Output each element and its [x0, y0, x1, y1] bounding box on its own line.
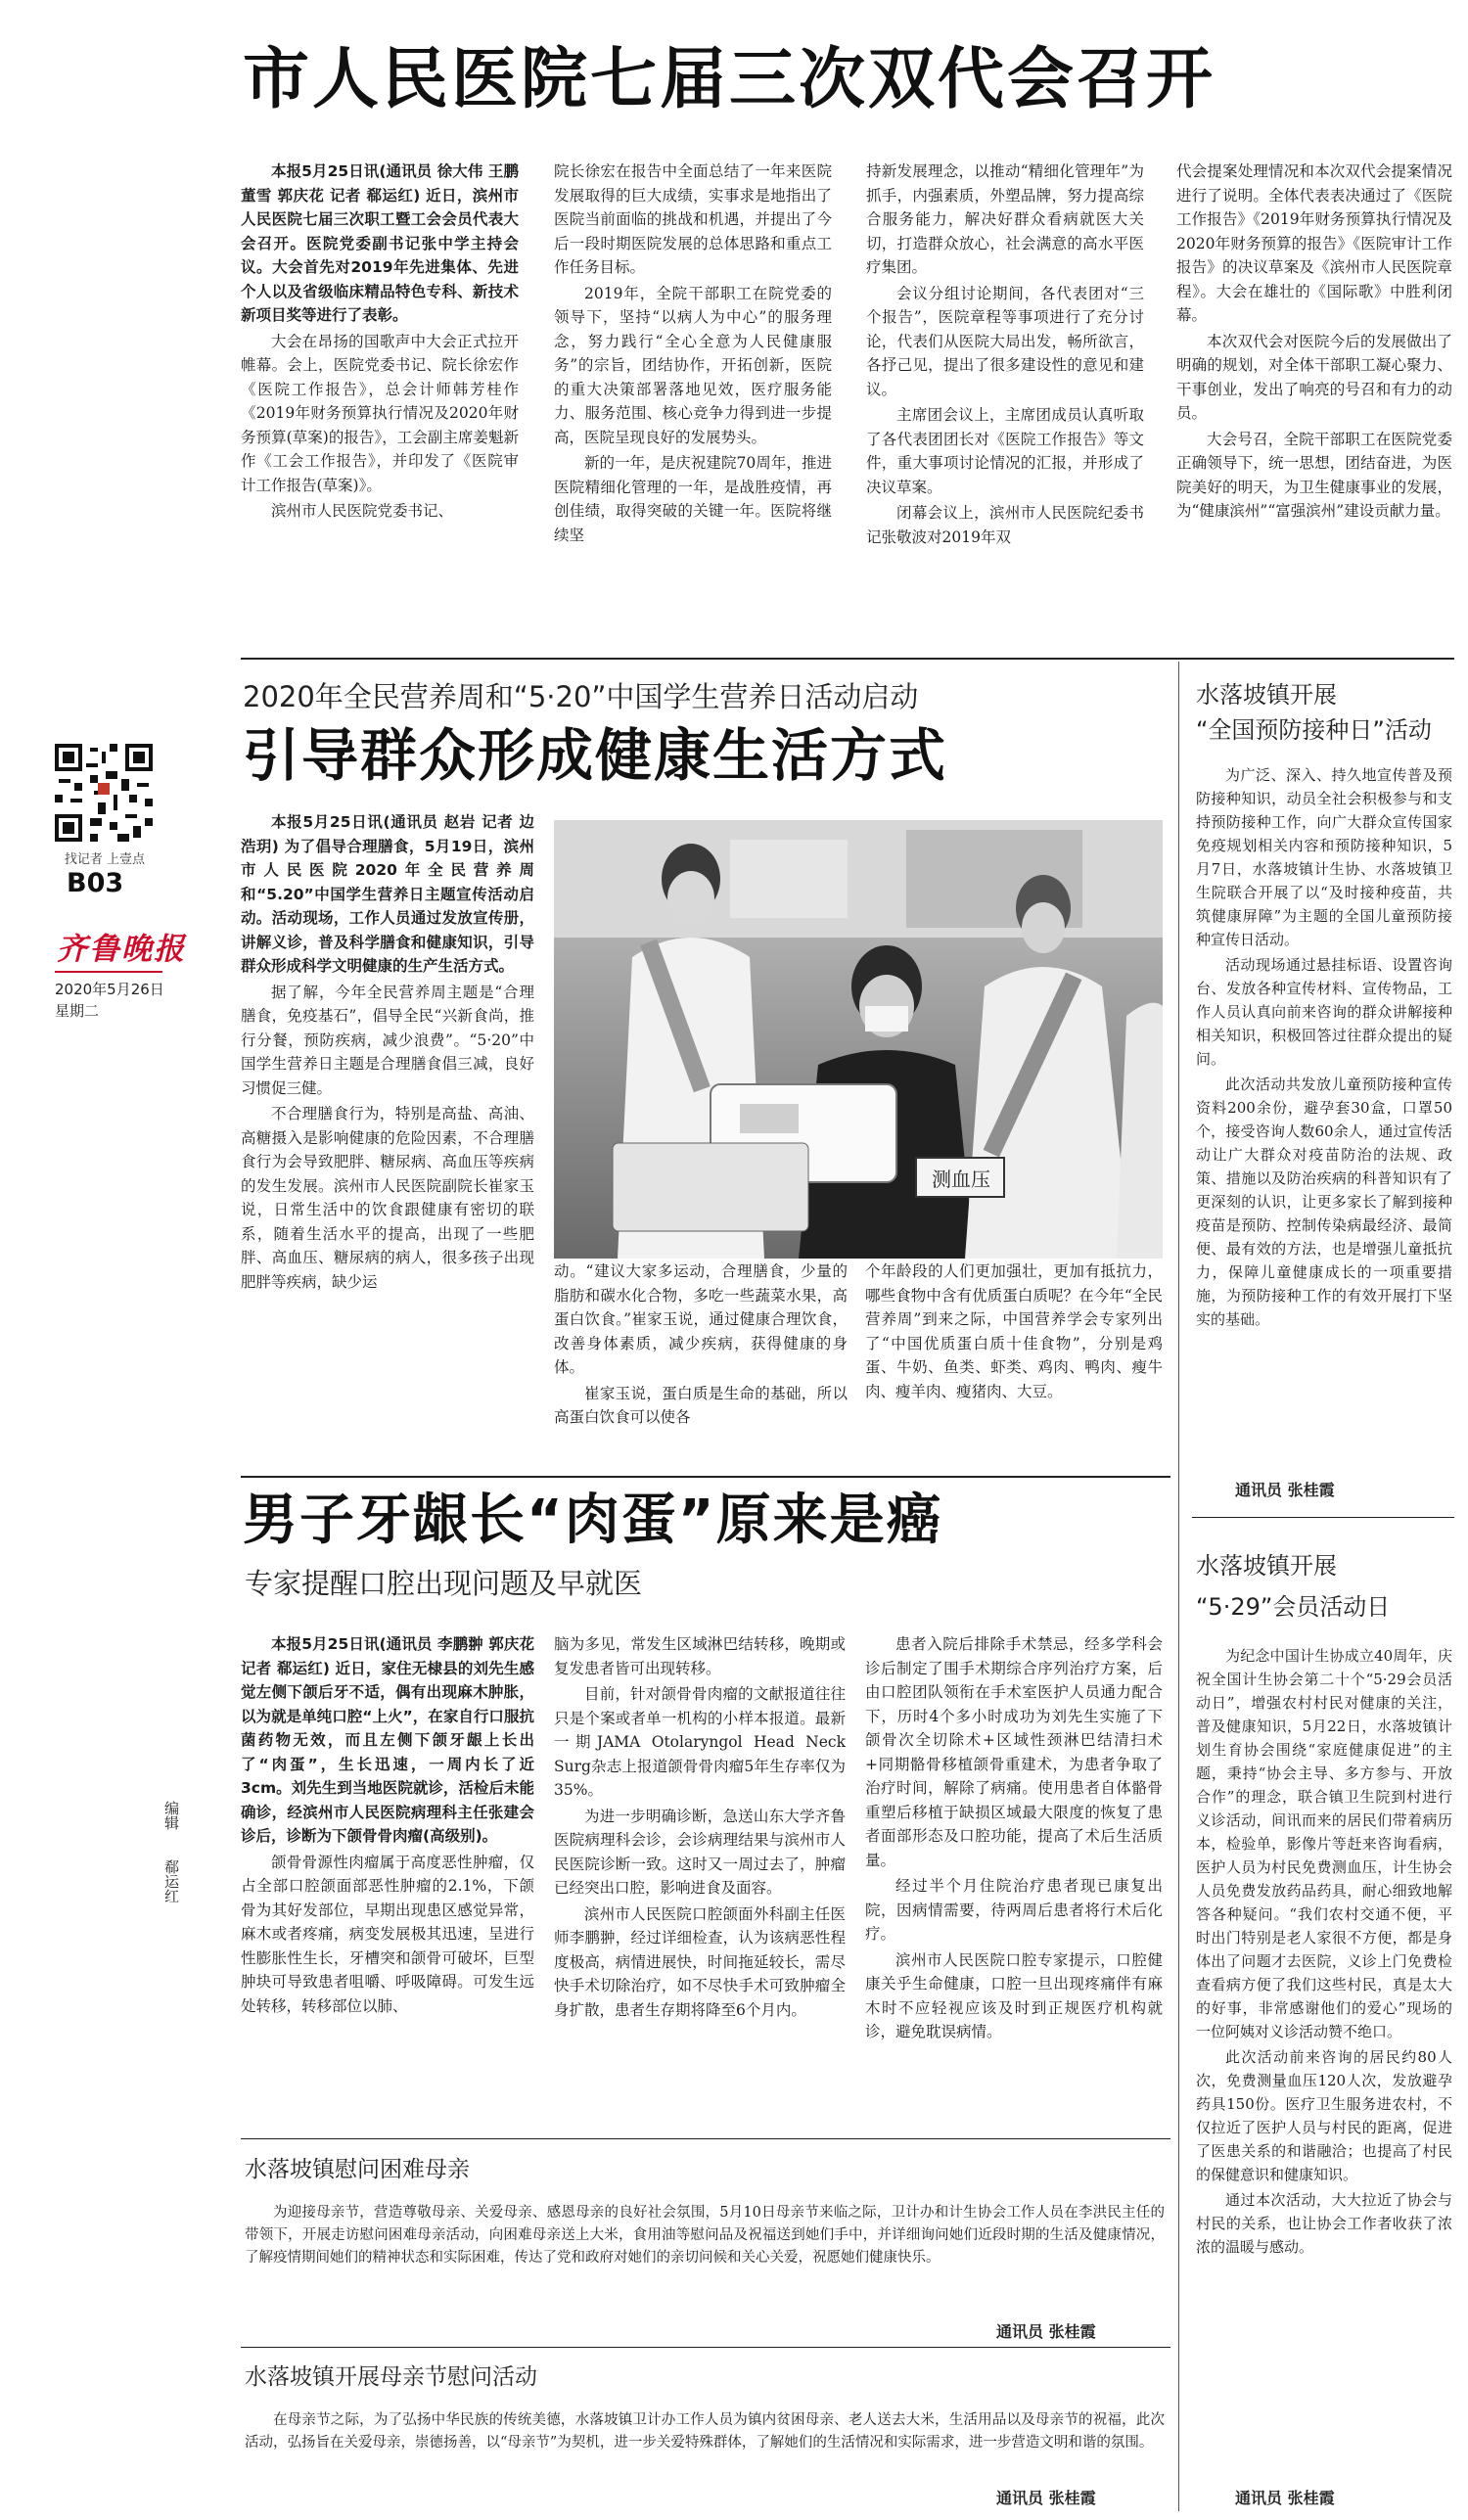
paper-name: 齐鲁晚报 [57, 932, 186, 967]
article1-paragraph: 大会在昂扬的国歌声中大会正式拉开帷幕。会上，医院党委书记、院长徐宏作《医院工作报告》，总会计师韩芳桂作《2019年财务预算执行情况及2020年财务预算(草案)的报告》，工会副主席姜魁新作《工会工作报告》，并印发了《医院审计工作报告(草案)》。 [241, 332, 519, 494]
article3-subhead: 专家提醒口腔出现问题及早就医 [245, 1567, 643, 1600]
brief1-paragraph: 为迎接母亲节，营造尊敬母亲、关爱母亲、感恩母亲的良好社会氛围，5月10日母亲节来临之际，卫计办和计生协会工作人员在李洪民主任的带领下，开展走访慰问困难母亲活动，向困难母亲送上大米，食用油等慰问品及祝福送到她们手中，并详细询问她们近段时期的生活及健康情况，了解疫情期间她们的精神状态和实际困难，传达了党和政府对她们的亲切问候和关心关爱，祝愿她们健康快乐。 [245, 2205, 1165, 2266]
article3-paragraph: 滨州市人民医院口腔专家提示，口腔健康关乎生命健康，口腔一旦出现疼痛伴有麻木时不应轻视应该及时到正规医疗机构就诊，避免耽误病情。 [865, 1950, 1163, 2040]
article1-column-4 [1176, 160, 1452, 526]
side1-paragraph: 为广泛、深入、持久地宣传普及预防接种知识，动员全社会积极参与和支持预防接种工作，向广大群众宣传国家免疫规划相关内容和预防接种知识，5月7日，水落坡镇计生协、水落坡镇卫生院联合开展了以“及时接种疫苗，共筑健康屏障”为主题的全国儿童预防接种宣传日活动。 [1196, 766, 1452, 948]
article1-paragraph: 滨州市人民医院党委书记、 [271, 502, 454, 520]
page-number: B03 [67, 868, 124, 898]
article2-paragraph: 不合理膳食行为，特别是高盐、高油、高糖摄入是影响健康的危险因素，不合理膳食行为会导致肥胖、糖尿病、高血压等疾病的发生发展。滨州市人民医院副院长崔家玉说，日常生活中的饮食跟健康有密切的联系，随着生活水平的提高，出现了一些肥胖、高血压、糖尿病的病人，很多孩子出现肥胖等疾病，缺少运 [241, 1105, 534, 1291]
article2-paragraph: 崔家玉说，蛋白质是生命的基础，所以高蛋白饮食可以使各 [554, 1384, 848, 1426]
article2-paragraph: 动。“建议大家多运动，合理膳食，少量的脂肪和碳水化合物，多吃一些蔬菜水果，高蛋白饮食。”崔家玉说，通过健康合理饮食，改善身体素质，减少疾病，获得健康的身体。 [554, 1262, 848, 1376]
side1-title: 水落坡镇开展 [1196, 681, 1337, 709]
issue-date: 2020年5月26日 [55, 981, 164, 998]
qr-code [55, 744, 153, 842]
side2-paragraph: 通过本次活动，大大拉近了协会与村民的关系，也让协会工作者收获了浓浓的温暖与感动。 [1196, 2191, 1452, 2256]
article1-headline: 市人民医院七届三次双代会召开 [243, 41, 1216, 118]
article1-paragraph: 会议分组讨论期间，各代表团对“三个报告”，医院章程等事项进行了充分讨论，代表们从医院大局出发，畅所欲言，各抒己见，提出了很多建设性的意见和建议。 [866, 284, 1144, 398]
article1-paragraph: 院长徐宏在报告中全面总结了一年来医院发展取得的巨大成绩，实事求是地指出了医院当前面临的挑战和机遇，并提出了今后一段时期医院发展的总体思路和重点工作任务目标。 [554, 162, 832, 276]
article1-paragraph: 闭幕会议上，滨州市人民医院纪委书记张敬波对2019年双 [866, 504, 1144, 546]
qr-code-icon [55, 744, 153, 842]
article1-paragraph: 本次双代会对医院今后的发展做出了明确的规划，对全体干部职工凝心聚力、干事创业，发出了响亮的号召和有力的动员。 [1176, 332, 1452, 422]
article2-paragraph: 个年龄段的人们更加强壮，更加有抵抗力，哪些食物中含有优质蛋白质呢？在今年“全民营养周”到来之际，中国营养学会专家列出了“中国优质蛋白质十佳食物”，分别是鸡蛋、牛奶、鱼类、虾类、鸡肉、鸭肉、瘦牛肉、瘦羊肉、瘦猪肉、大豆。 [865, 1262, 1163, 1400]
editor-name: 郗运红 [162, 1859, 180, 1903]
article3-paragraph: 颌骨骨源性肉瘤属于高度恶性肿瘤，仅占全部口腔颌面部恶性肿瘤的2.1%，下颌骨为其好发部位，早期出现患区感觉异常，麻木或者疼痛，病变发展极其迅速，呈进行性膨胀性生长，牙槽突和颌骨可破坏，巨型肿块可导致患者咀嚼、呼吸障碍。可发生远处转移，转移部位以肺、 [241, 1853, 534, 2015]
article1-paragraph: 本报5月25日讯(通讯员 徐大伟 王鹏 董雪 郭庆花 记者 郗运红) 近日，滨州市人民医院七届三次职工暨工会会员代表大会召开。医院党委副书记张中学主持会议。大会首先对2019年先进集体、先进个人以及省级临床精品特色专科、新技术新项目奖等进行了表彰。 [241, 162, 519, 324]
article3-paragraph: 本报5月25日讯(通讯员 李鹏翀 郭庆花 记者 郗运红) 近日，家住无棣县的刘先生感觉左侧下颌后牙不适，偶有出现麻木肿胀，以为就是单纯口腔“上火”，在家自行口服抗菌药物无效，而且左侧下颌牙龈上长出了“肉蛋”，生长迅速，一周内长了近3cm。刘先生到当地医院就诊，活检后未能确诊，经滨州市人民医院病理科主任张建会诊后，诊断为下颌骨骨肉瘤(高级别)。 [241, 1635, 534, 1845]
brief2-body [245, 2409, 1165, 2456]
article3-paragraph: 患者入院后排除手术禁忌，经多学科会诊后制定了围手术期综合序列治疗方案，后由口腔团队领衔在手术室医护人员通力配合下，历时4个多小时成功为刘先生实施了下颌骨次全切除术+区域性颈淋巴结清扫术+同期骼骨移植颌骨重建术，为患者争取了治疗时间，解除了病痛。使用患者自体骼骨重塑后移植于缺损区域最大限度的恢复了患者面部形态及口腔功能，提高了术后生活质量。 [865, 1635, 1163, 1869]
section-divider [241, 658, 1454, 660]
article2-paragraph: 据了解，今年全民营养周主题是“合理膳食，免疫基石”，倡导全民“兴新食尚，推行分餐，预防疾病，减少浪费”。“5·20”中国学生营养日主题是合理膳食倡三减，良好习惯促三健。 [241, 983, 534, 1097]
section-divider [1192, 1517, 1454, 1518]
qr-caption: 找记者 上壹点 [64, 852, 146, 867]
brief1-title: 水落坡镇慰问困难母亲 [245, 2157, 470, 2182]
brief2-signature: 通讯员 张桂霞 [996, 2489, 1096, 2507]
article3-column-3 [865, 1632, 1163, 2046]
right-column-divider [1178, 662, 1179, 2511]
article1-paragraph: 新的一年，是庆祝建院70周年，推进医院精细化管理的一年，是战胜疫情，再创佳绩，取得突破的关键一年。医院将继续坚 [554, 454, 832, 544]
article2-column-3 [865, 1260, 1163, 1405]
article3-column-2 [554, 1632, 846, 2024]
section-divider [241, 1476, 1170, 1478]
article1-column-2 [554, 160, 832, 549]
photo-illustration [554, 820, 1163, 1259]
article1-paragraph: 大会号召，全院干部职工在医院党委正确领导下，统一思想，团结奋进，为医院美好的明天，为卫生健康事业的发展，为“健康滨州”“富强滨州”建设贡献力量。 [1176, 430, 1452, 520]
health-screening-photo [554, 820, 1163, 1259]
side2-subtitle: “5·29”会员活动日 [1196, 1593, 1391, 1621]
article3-paragraph: 脑为多见，常发生区域淋巴结转移，晚期或复发患者皆可出现转移。 [554, 1635, 846, 1677]
photo-sign-text: 测血压 [932, 1168, 990, 1191]
article1-paragraph: 主席团会议上，主席团成员认真听取了各代表团团长对《医院工作报告》等文件，重大事项讨论情况的汇报，并形成了决议草案。 [866, 406, 1144, 496]
article3-paragraph: 目前，针对颌骨骨肉瘤的文献报道往往只是个案或者单一机构的小样本报道。最新一期JAMA Otolaryngol Head Neck Surg杂志上报道颌骨骨肉瘤5年生存率仅为35%。 [554, 1685, 846, 1799]
section-divider [241, 2138, 1170, 2139]
article1-paragraph: 持新发展理念，以推动“精细化管理年”为抓手，内强素质，外塑品牌，努力提高综合服务能力，解决好群众看病就医大关切，打造群众放心，社会满意的高水平医疗集团。 [866, 162, 1144, 276]
article2-headline: 引导群众形成健康生活方式 [243, 722, 948, 789]
issue-weekday: 星期二 [55, 1002, 100, 1020]
article2-column-2 [554, 1260, 848, 1432]
article1-column-3 [866, 160, 1144, 551]
brief2-paragraph: 在母亲节之际，为了弘扬中华民族的传统美德，水落坡镇卫计办工作人员为镇内贫困母亲、老人送去大米，生活用品以及母亲节的祝福，此次活动，弘扬旨在关爱母亲，崇德扬善，以“母亲节”为契机，进一步关爱特殊群体，了解她们的生活情况和实际需求，进一步营造文明和谐的氛围。 [245, 2412, 1165, 2451]
side2-title: 水落坡镇开展 [1196, 1552, 1337, 1580]
side1-paragraph: 此次活动共发放儿童预防接种宣传资料200余份，避孕套30盒，口罩50个，接受咨询人数60余人，通过宣传活动让广大群众对疫苗防治的法规、政策、措施以及防治疾病的科普知识有了更深刻的认识，让更多家长了解到接种疫苗是预防、控制传染病最经济、最简便、最有效的方法，也是增强儿童抵抗力，保障儿童健康成长的一项重要措施，为预防接种工作的有效开展打下坚实的基础。 [1196, 1076, 1452, 1328]
article3-paragraph: 为进一步明确诊断，急送山东大学齐鲁医院病理科会诊，会诊病理结果与滨州市人民医院诊断一致。这时又一周过去了，肿瘤已经突出口腔，影响进食及面容。 [554, 1807, 846, 1897]
editor-label: 编辑 [162, 1801, 180, 1830]
side1-subtitle: “全国预防接种日”活动 [1196, 716, 1432, 744]
section-divider [241, 2347, 1170, 2348]
side2-signature: 通讯员 张桂霞 [1235, 2489, 1335, 2507]
brief2-title: 水落坡镇开展母亲节慰问活动 [245, 2364, 537, 2390]
side1-signature: 通讯员 张桂霞 [1235, 1481, 1335, 1499]
side1-body [1196, 763, 1452, 1333]
side2-paragraph: 为纪念中国计生协成立40周年，庆祝全国计生协会第二十个“5·29会员活动日”，增强农村村民对健康的关注，普及健康知识，5月22日，水落坡镇计划生育协会围绕“家庭健康促进”的主题，秉持“协会主导、多方参与、开放合作”的理念，联合镇卫生院到村进行义诊活动，间讯而来的居民们带着病历本，检验单，影像片等赶来咨询看病，医护人员为村民免费测血压，计生协会人员免费发放药品药具，耐心细致地解答各种疑问。“我们农村交通不便，平时出门特别是老人家很不方便，都是身体出了问题才去医院，义诊上门免费检查看病方便了我们这些村民，真是太大的好事，非常感谢他们的爱心”现场的一位阿姨对义诊活动赞不绝口。 [1196, 1647, 1452, 2040]
article1-column-1 [241, 160, 519, 526]
article1-paragraph: 代会提案处理情况和本次双代会提案情况进行了说明。全体代表表决通过了《医院工作报告》《2019年财务预算执行情况及2020年财务预算的报告》《医院审计工作报告》的决议草案及《滨州市人民医院章程》。大会在雄壮的《国际歌》中胜利闭幕。 [1176, 162, 1452, 324]
article2-paragraph: 本报5月25日讯(通讯员 赵岩 记者 边浩玥) 为了倡导合理膳食，5月19日，滨州市人民医院2020年全民营养周和“5.20”中国学生营养日主题宣传活动启动。活动现场，工作人员通过发放宣传册，讲解义诊，普及科学膳食和健康知识，引导群众形成科学文明健康的生产生活方式。 [241, 813, 534, 975]
article3-headline: 男子牙龈长“肉蛋”原来是癌 [243, 1489, 943, 1552]
masthead-divider [55, 971, 162, 973]
article2-column-1 [241, 810, 534, 1296]
article3-paragraph: 经过半个月住院治疗患者现已康复出院，因病情需要，待两周后患者将行术后化疗。 [865, 1877, 1163, 1943]
side1-paragraph: 活动现场通过悬挂标语、设置咨询台、发放各种宣传材料、宣传物品，工作人员认真向前来咨询的群众讲解接种相关知识，积极回答过往群众提出的疑问。 [1196, 956, 1452, 1068]
article3-column-1 [241, 1632, 534, 2020]
article3-paragraph: 滨州市人民医院口腔颌面外科副主任医师李鹏翀，经过详细检查，认为该病恶性程度极高，病情进展快，时间拖延较长，需尽快手术切除治疗，如不尽快手术可致肿瘤全身扩散，患者生存期将降至6个月内。 [554, 1904, 846, 2019]
article1-paragraph: 2019年，全院干部职工在院党委的领导下，坚持“以病人为中心”的服务理念，努力践行“全心全意为人民健康服务”的宗旨，团结协作，开拓创新，医院的重大决策部署落地见效，医疗服务能力、服务范围、核心竞争力得到进一步提高，医院呈现良好的发展势头。 [554, 284, 832, 446]
brief1-signature: 通讯员 张桂霞 [996, 2322, 1096, 2341]
brief1-body [245, 2202, 1165, 2271]
side2-paragraph: 此次活动前来咨询的居民约80人次，免费测量血压120人次，发放避孕药具150份。医疗卫生服务进农村，不仅拉近了医护人员与村民的距离，促进了医患关系的和谐融洽；也提高了村民的保健意识和健康知识。 [1196, 2048, 1452, 2183]
side2-body [1196, 1644, 1452, 2261]
article2-kicker: 2020年全民营养周和“5·20”中国学生营养日活动启动 [243, 680, 919, 713]
